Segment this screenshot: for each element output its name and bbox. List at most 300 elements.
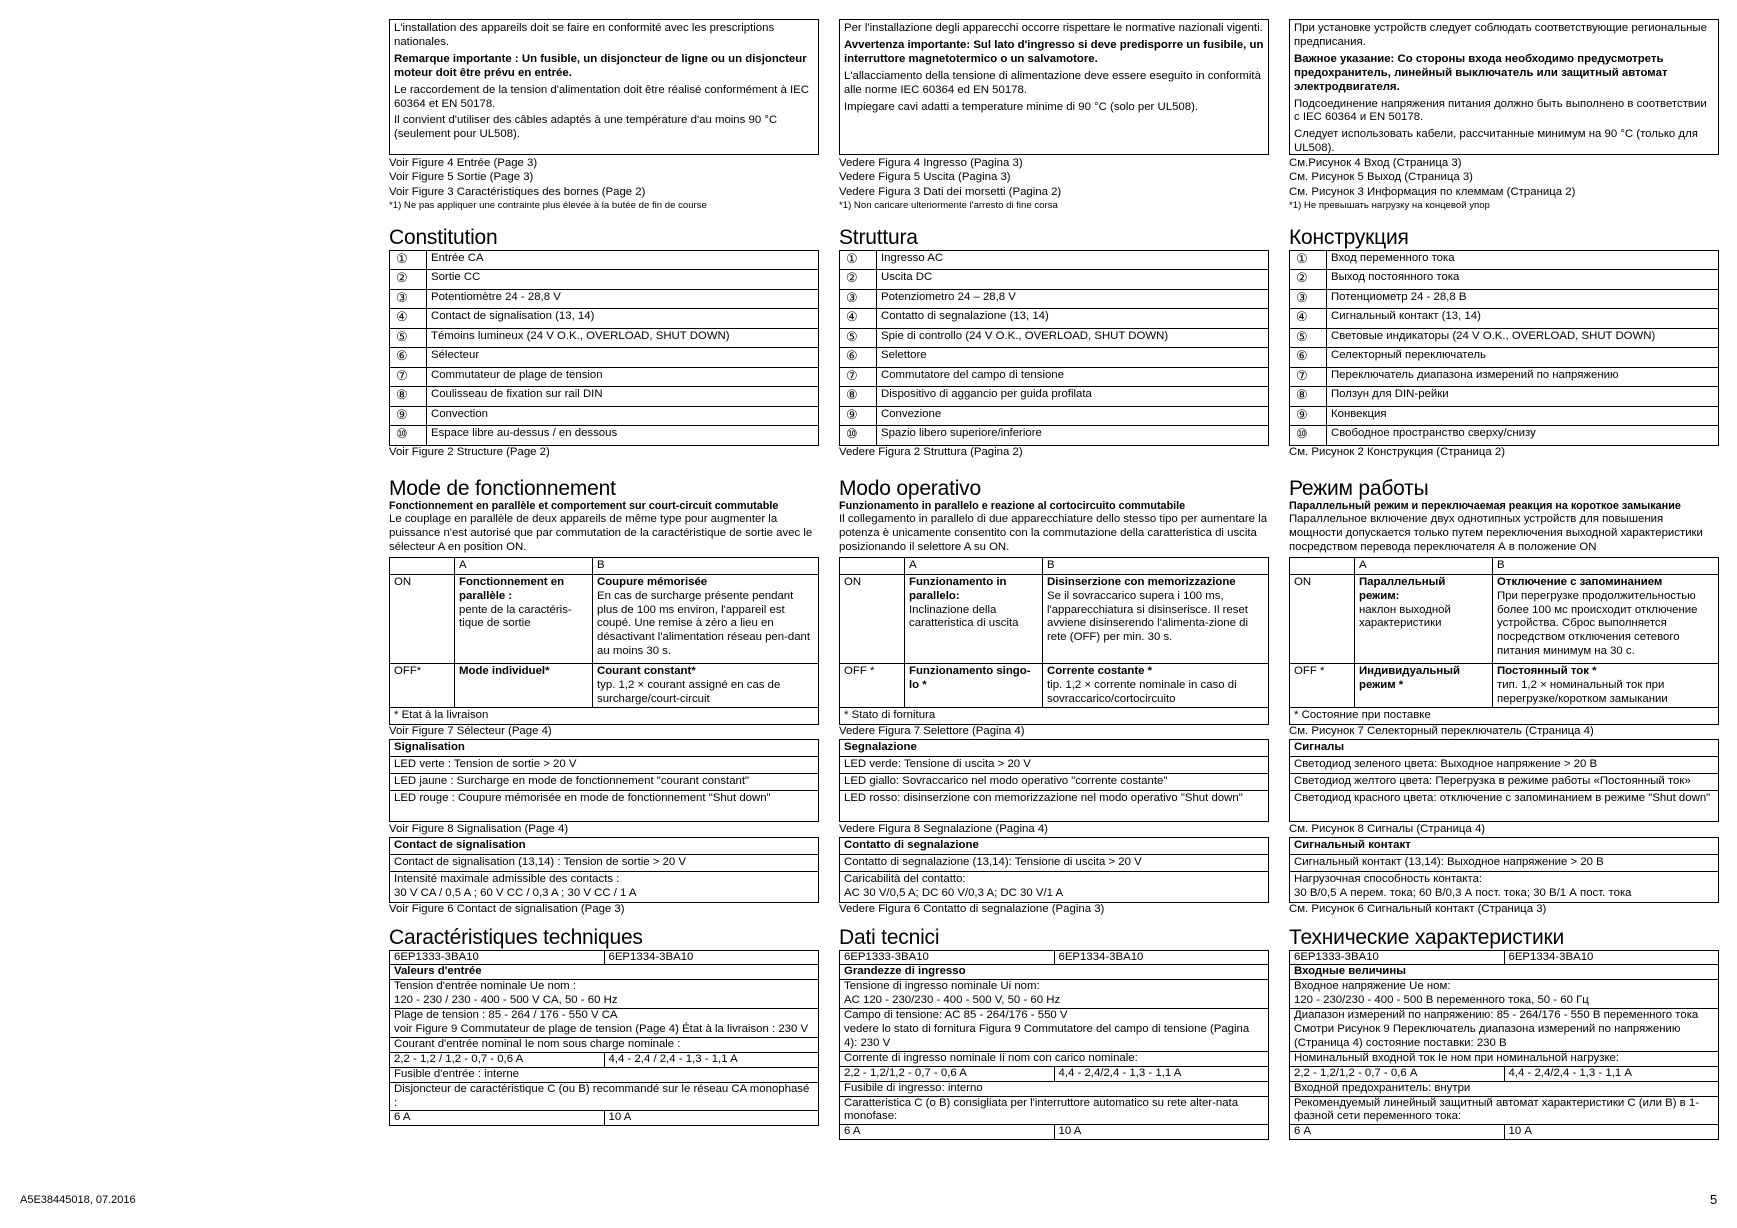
header-cell <box>840 557 905 574</box>
model-number: 6EP1334-3BA10 <box>604 950 819 965</box>
contact-rating-label: Нагрузочная способность контакта: <box>1294 872 1483 885</box>
structure-item: Вход переменного тока <box>1327 250 1719 270</box>
figure-reference: Vedere Figura 2 Struttura (Pagina 2) <box>839 445 1023 458</box>
structure-item: Uscita DC <box>877 270 1269 290</box>
nominal-voltage-value: AC 120 - 230/230 - 400 - 500 V, 50 - 60 Hz <box>844 994 1061 1007</box>
table-row <box>1290 790 1719 821</box>
column-1 <box>839 19 1269 1140</box>
table-row <box>390 708 819 725</box>
item-number-cell <box>1290 348 1327 368</box>
switch-position: OFF* <box>390 663 455 708</box>
mode-subtitle: Funzionamento in parallelo e reazione al cortocircuito commutabile <box>839 499 1186 512</box>
voltage-range-cell <box>390 1009 819 1038</box>
item-number-cell <box>390 250 427 270</box>
input-current-label: Номинальный входной ток Ie ном при номинальной нагрузке: <box>1290 1051 1719 1066</box>
table-row <box>840 309 1269 329</box>
structure-item: Сигнальный контакт (13, 14) <box>1327 309 1719 329</box>
table-row <box>390 950 819 965</box>
mode-a-title: Параллельный режим: <box>1359 575 1446 602</box>
structure-item: Convezione <box>877 406 1269 426</box>
table-row <box>840 1081 1269 1096</box>
header-cell: B <box>1493 557 1719 574</box>
table-row <box>1290 708 1719 725</box>
mode-subtitle: Параллельный режим и переключаемая реакция на короткое замыкание <box>1289 499 1681 512</box>
table-row <box>840 328 1269 348</box>
circled-number-icon: ④ <box>1296 309 1308 325</box>
breaker-value: 10 A <box>604 1111 819 1126</box>
signal-contact-table <box>1289 837 1719 903</box>
nominal-voltage-cell <box>840 980 1269 1009</box>
table-row <box>840 774 1269 791</box>
item-number-cell <box>840 406 877 426</box>
input-current-label: Courant d'entrée nominal Ie nom sous charge nominale : <box>390 1037 819 1052</box>
table-header-row <box>840 740 1269 757</box>
table-row <box>840 1125 1269 1140</box>
circled-number-icon: ⑥ <box>396 348 408 364</box>
figure-reference: См. Рисунок 6 Сигнальный контакт (Страница 3) <box>1289 902 1547 915</box>
signal-led-item: LED verde: Tensione di uscita > 20 V <box>840 757 1269 774</box>
mode-description: Il collegamento in parallelo di due apparecchiature dello stesso tipo per aumentare la potenza è unicamente consentito con la commutazione della caratteristica di uscita posizionando il selettore A su ON. <box>839 512 1268 553</box>
table-row <box>840 708 1269 725</box>
mode-a-title: Fonctionnement en parallèle : <box>459 575 565 602</box>
table-row <box>840 1066 1269 1081</box>
figure-reference: Vedere Figura 6 Contatto di segnalazione (Pagina 3) <box>839 902 1105 915</box>
header-cell: A <box>1355 557 1493 574</box>
input-current-value: 2,2 - 1,2 / 1,2 - 0,7 - 0,6 A <box>390 1052 605 1067</box>
table-row <box>1290 980 1719 1009</box>
circled-number-icon: ⑤ <box>1296 328 1308 344</box>
switch-position: ON <box>840 574 905 663</box>
table-row <box>1290 289 1719 309</box>
figure-reference: Voir Figure 5 Sortie (Page 3) <box>389 171 534 184</box>
contact-rating-cell <box>1290 871 1719 902</box>
circled-number-icon: ⑩ <box>846 426 858 442</box>
table-row <box>840 980 1269 1009</box>
table-row <box>1290 663 1719 708</box>
table-header-row <box>390 740 819 757</box>
input-fuse: Fusibile di ingresso: interno <box>840 1081 1269 1096</box>
table-row <box>1290 1051 1719 1066</box>
table-row <box>1290 328 1719 348</box>
circled-number-icon: ⑥ <box>846 348 858 364</box>
structure-item: Espace libre au-dessus / en dessous <box>427 426 819 446</box>
circled-number-icon: ⑤ <box>846 328 858 344</box>
input-current-value: 2,2 - 1,2/1,2 - 0,7 - 0,6 A <box>840 1066 1055 1081</box>
table-row <box>1290 309 1719 329</box>
circled-number-icon: ① <box>396 250 408 266</box>
mode-b-text: При перегрузке продолжительностью более 100 мс происходит отключение устройства. Сброс выполняется посредством отключения сетевого питания минимум на 30 с. <box>1497 589 1698 658</box>
figure-reference: *1) Ne pas appliquer une contrainte plus élevée à la butée de fin de course <box>389 200 707 212</box>
table-row <box>840 270 1269 290</box>
table-row <box>390 757 819 774</box>
figure-reference: Voir Figure 3 Caractéristiques des bornes (Page 2) <box>389 185 646 198</box>
voltage-range-note: voir Figure 9 Commutateur de plage de tension (Page 4) État à la livraison : 230 V <box>394 1023 809 1036</box>
circled-number-icon: ⑥ <box>1296 348 1308 364</box>
structure-item: Commutatore del campo di tensione <box>877 367 1269 387</box>
table-row <box>390 328 819 348</box>
section-title-structure: Конструкция <box>1289 225 1409 249</box>
figure-reference: См. Рисунок 7 Селекторный переключатель (Страница 4) <box>1289 725 1594 738</box>
breaker-recommendation: Disjoncteur de caractéristique C (ou B) recommandé sur le réseau CA monophasé : <box>390 1082 819 1111</box>
contact-text: Contatto di segnalazione (13,14): Tensione di uscita > 20 V <box>840 854 1269 871</box>
signal-title: Signalisation <box>390 740 819 757</box>
signal-led-item: LED rouge : Coupure mémorisée en mode de fonctionnement "Shut down" <box>390 790 819 821</box>
switch-position: ON <box>1290 574 1355 663</box>
input-current-value: 4,4 - 2,4 / 2,4 - 1,3 - 1,1 A <box>604 1052 819 1067</box>
nominal-voltage-label: Входное напряжение Ue ном: <box>1294 980 1451 993</box>
figure-reference: *1) Non caricare ulteriormente l'arresto di fine corsa <box>839 200 1058 212</box>
table-row <box>390 309 819 329</box>
header-cell: A <box>905 557 1043 574</box>
breaker-value: 10 А <box>1504 1125 1719 1140</box>
table-row <box>390 854 819 871</box>
mode-b-text: тип. 1,2 × номинальный ток при перегрузке/коротком замыкании <box>1497 678 1668 705</box>
mode-b-cell <box>1493 663 1719 708</box>
item-number-cell <box>390 426 427 446</box>
section-title-mode: Режим работы <box>1289 476 1429 500</box>
mode-a-title: Mode individuel* <box>459 664 550 677</box>
circled-number-icon: ⑩ <box>1296 426 1308 442</box>
figure-reference: Vedere Figura 5 Uscita (Pagina 3) <box>839 171 1011 184</box>
item-number-cell <box>390 289 427 309</box>
installation-note: При установке устройств следует соблюдать соответствующие региональные предписания. <box>1294 22 1707 48</box>
table-row <box>1290 426 1719 446</box>
signal-table <box>839 739 1269 822</box>
structure-item: Выход постоянного тока <box>1327 270 1719 290</box>
mode-a-text: наклон выходной характеристики <box>1359 603 1451 630</box>
input-current-value: 4,4 - 2,4/2,4 - 1,3 - 1,1 A <box>1054 1066 1269 1081</box>
signal-led-item: LED jaune : Surcharge en mode de fonctionnement "courant constant" <box>390 774 819 791</box>
signal-title: Сигналы <box>1290 740 1719 757</box>
delivery-state-note: * Etat à la livraison <box>390 708 819 725</box>
signal-led-item: LED giallo: Sovraccarico nel modo operativo "corrente costante" <box>840 774 1269 791</box>
installation-note: Важное указание: Со стороны входа необходимо предусмотреть предохранитель, линейный выключатель или защитный автомат электродвигателя. <box>1294 52 1668 93</box>
item-number-cell <box>390 387 427 407</box>
mode-b-title: Постоянный ток * <box>1497 664 1597 677</box>
nominal-voltage-label: Tensione di ingresso nominale Ui nom: <box>844 980 1040 993</box>
structure-item: Переключатель диапазона измерений по напряжению <box>1327 367 1719 387</box>
structure-item: Конвекция <box>1327 406 1719 426</box>
signal-led-item: LED rosso: disinserzione con memorizzazione nel modo operativo "Shut down" <box>840 790 1269 821</box>
item-number-cell <box>390 270 427 290</box>
structure-item: Селекторный переключатель <box>1327 348 1719 368</box>
mode-a-title: Индивидуальный режим * <box>1359 664 1461 691</box>
table-row <box>840 790 1269 821</box>
mode-b-cell <box>593 574 819 663</box>
mode-a-cell <box>905 663 1043 708</box>
figure-reference: См. Рисунок 5 Выход (Страница 3) <box>1289 171 1473 184</box>
mode-a-text: Inclinazione della caratteristica di uscita <box>909 603 1019 630</box>
contact-rating-values: AC 30 V/0,5 A; DC 60 V/0,3 A; DC 30 V/1 A <box>844 886 1064 899</box>
figure-reference: См. Рисунок 2 Конструкция (Страница 2) <box>1289 445 1505 458</box>
table-row <box>840 348 1269 368</box>
installation-note: Il convient d'utiliser des câbles adaptés à une température d'au moins 90 °C (seulement pour UL508). <box>394 114 778 141</box>
input-fuse: Входной предохранитель: внутри <box>1290 1081 1719 1096</box>
mode-b-title: Disinserzione con memorizzazione <box>1047 575 1236 588</box>
circled-number-icon: ⑧ <box>396 387 408 403</box>
mode-b-title: Отключение с запоминанием <box>1497 575 1663 588</box>
signal-contact-table <box>839 837 1269 903</box>
contact-title: Contatto di segnalazione <box>840 837 1269 854</box>
nominal-voltage-value: 120 - 230 / 230 - 400 - 500 V CA, 50 - 60 Hz <box>394 994 618 1007</box>
item-number-cell <box>390 406 427 426</box>
signal-led-item: LED verte : Tension de sortie > 20 V <box>390 757 819 774</box>
circled-number-icon: ③ <box>846 289 858 305</box>
signal-title: Segnalazione <box>840 740 1269 757</box>
circled-number-icon: ③ <box>1296 289 1308 305</box>
breaker-recommendation: Caratteristica C (o B) consigliata per l'interruttore automatico su rete alter-nata monofase: <box>840 1096 1269 1125</box>
figure-references <box>839 157 1269 215</box>
item-number-cell <box>1290 289 1327 309</box>
item-number-cell <box>840 270 877 290</box>
page-number: 5 <box>1710 1192 1718 1207</box>
installation-note: Le raccordement de la tension d'alimentation doit être réalisé conformément à IEC 60364 et EN 50178. <box>394 83 809 110</box>
structure-item: Sortie CC <box>427 270 819 290</box>
table-row <box>1290 965 1719 980</box>
structure-item: Spie di controllo (24 V O.K., OVERLOAD, SHUT DOWN) <box>877 328 1269 348</box>
structure-item: Spazio libero superiore/inferiore <box>877 426 1269 446</box>
table-row <box>840 1009 1269 1052</box>
header-cell <box>390 557 455 574</box>
figure-reference: Voir Figure 8 Signalisation (Page 4) <box>389 822 569 835</box>
table-row <box>1290 871 1719 902</box>
breaker-value: 6 A <box>390 1111 605 1126</box>
structure-item: Commutateur de plage de tension <box>427 367 819 387</box>
contact-rating-values: 30 В/0,5 А перем. тока; 60 В/0,3 А пост. тока; 30 В/1 А пост. тока <box>1294 886 1632 899</box>
structure-item: Témoins lumineux (24 V O.K., OVERLOAD, SHUT DOWN) <box>427 328 819 348</box>
table-row <box>390 1009 819 1038</box>
contact-title: Сигнальный контакт <box>1290 837 1719 854</box>
contact-text: Сигнальный контакт (13,14): Выходное напряжение > 20 В <box>1290 854 1719 871</box>
table-row <box>840 387 1269 407</box>
table-row <box>390 348 819 368</box>
table-row <box>390 1037 819 1052</box>
circled-number-icon: ⑧ <box>1296 387 1308 403</box>
table-header-row <box>1290 557 1719 574</box>
mode-a-cell <box>1355 663 1493 708</box>
table-row <box>840 965 1269 980</box>
installation-notes-box <box>389 19 819 155</box>
breaker-value: 6 A <box>840 1125 1055 1140</box>
table-row <box>840 854 1269 871</box>
item-number-cell <box>1290 387 1327 407</box>
circled-number-icon: ⑨ <box>846 406 858 422</box>
circled-number-icon: ② <box>846 270 858 286</box>
structure-item: Contact de signalisation (13, 14) <box>427 309 819 329</box>
technical-data-table <box>1289 950 1719 1141</box>
mode-b-cell <box>1043 574 1269 663</box>
table-row <box>840 574 1269 663</box>
input-values-title: Grandezze di ingresso <box>840 965 1269 980</box>
model-number: 6EP1334-3BA10 <box>1504 950 1719 965</box>
structure-item: Coulisseau de fixation sur rail DIN <box>427 387 819 407</box>
item-number-cell <box>1290 309 1327 329</box>
section-title-structure: Struttura <box>839 225 918 249</box>
figure-reference: Voir Figure 7 Sélecteur (Page 4) <box>389 725 552 738</box>
table-row <box>840 757 1269 774</box>
table-header-row <box>390 557 819 574</box>
document-id: A5E38445018, 07.2016 <box>20 1194 136 1206</box>
table-row <box>390 790 819 821</box>
item-number-cell <box>840 426 877 446</box>
figure-reference: Voir Figure 6 Contact de signalisation (Page 3) <box>389 902 625 915</box>
table-row <box>390 980 819 1009</box>
contact-rating-label: Caricabilità del contatto: <box>844 872 966 885</box>
item-number-cell <box>1290 406 1327 426</box>
figure-reference: См. Рисунок 3 Информация по клеммам (Страница 2) <box>1289 185 1576 198</box>
table-header-row <box>390 837 819 854</box>
circled-number-icon: ④ <box>846 309 858 325</box>
column-0 <box>389 19 819 1126</box>
table-row <box>840 950 1269 965</box>
table-row <box>1290 1066 1719 1081</box>
table-row <box>390 965 819 980</box>
table-row <box>390 1067 819 1082</box>
mode-a-cell <box>905 574 1043 663</box>
table-header-row <box>840 837 1269 854</box>
mode-b-text: Se il sovraccarico supera i 100 ms, l'apparecchiatura si disinserisce. Il reset avviene disinserendo l'alimenta-zione di rete (OFF) per min. 30 s. <box>1047 589 1248 644</box>
figure-reference: Vedere Figura 8 Segnalazione (Pagina 4) <box>839 822 1048 835</box>
item-number-cell <box>1290 250 1327 270</box>
delivery-state-note: * Stato di fornitura <box>840 708 1269 725</box>
item-number-cell <box>1290 426 1327 446</box>
signal-contact-table <box>389 837 819 903</box>
table-header-row <box>840 557 1269 574</box>
installation-note: Remarque importante : Un fusible, un disjoncteur de ligne ou un disjoncteur moteur doit être prévu en entrée. <box>394 52 807 79</box>
table-row <box>840 250 1269 270</box>
input-current-value: 2,2 - 1,2/1,2 - 0,7 - 0,6 А <box>1290 1066 1505 1081</box>
signal-led-item: Светодиод желтого цвета: Перегрузка в режиме работы «Постоянный ток» <box>1290 774 1719 791</box>
item-number-cell <box>840 387 877 407</box>
table-row <box>1290 1009 1719 1052</box>
circled-number-icon: ③ <box>396 289 408 305</box>
circled-number-icon: ⑤ <box>396 328 408 344</box>
structure-table <box>839 250 1269 446</box>
table-row <box>390 1052 819 1067</box>
table-row <box>1290 1096 1719 1125</box>
mode-b-text: tip. 1,2 × corrente nominale in caso di sovraccarico/cortocircuito <box>1047 678 1237 705</box>
mode-b-text: En cas de surcharge présente pendant plus de 100 ms environ, l'appareil est coupé. Une remise à zéro a lieu en désactivant l'alimentation réseau pen-dant au moins 30 s. <box>597 589 811 658</box>
signal-led-item: Светодиод красного цвета: отключение с запоминанием в режиме "Shut down" <box>1290 790 1719 821</box>
table-row <box>390 574 819 663</box>
switch-position: OFF * <box>840 663 905 708</box>
circled-number-icon: ② <box>1296 270 1308 286</box>
model-number: 6EP1333-3BA10 <box>840 950 1055 965</box>
table-row <box>1290 406 1719 426</box>
section-title-technical-data: Caractéristiques techniques <box>389 926 643 950</box>
circled-number-icon: ⑨ <box>396 406 408 422</box>
mode-subtitle: Fonctionnement en parallèle et comportement sur court-circuit commutable <box>389 499 779 512</box>
table-row <box>390 406 819 426</box>
table-header-row <box>1290 837 1719 854</box>
structure-item: Convection <box>427 406 819 426</box>
mode-a-cell <box>455 574 593 663</box>
item-number-cell <box>840 309 877 329</box>
table-row <box>390 871 819 902</box>
technical-data-table <box>389 950 819 1127</box>
mode-b-cell <box>593 663 819 708</box>
signal-table <box>389 739 819 822</box>
section-title-technical-data: Технические характеристики <box>1289 926 1565 950</box>
header-cell: B <box>1043 557 1269 574</box>
installation-note: Avvertenza importante: Sul lato d'ingresso si deve predisporre un fusibile, un interruttore magnetotermico o un salvamotore. <box>844 38 1264 65</box>
mode-table <box>1289 557 1719 726</box>
mode-description: Параллельное включение двух однотипных устройств для повышения мощности допускается только путем переключения выходной характеристики посредством перевода переключателя А в положение ON <box>1289 512 1703 553</box>
voltage-range-note: vedere lo stato di fornitura Figura 9 Commutatore del campo di tensione (Pagina 4): 230 V <box>844 1023 1250 1049</box>
table-row <box>390 367 819 387</box>
circled-number-icon: ⑨ <box>1296 406 1308 422</box>
structure-table <box>1289 250 1719 446</box>
model-number: 6EP1333-3BA10 <box>1290 950 1505 965</box>
item-number-cell <box>1290 328 1327 348</box>
circled-number-icon: ⑦ <box>846 367 858 383</box>
table-row <box>390 426 819 446</box>
nominal-voltage-value: 120 - 230/230 - 400 - 500 В переменного тока, 50 - 60 Гц <box>1294 994 1589 1007</box>
voltage-range-cell <box>840 1009 1269 1052</box>
structure-table <box>389 250 819 446</box>
mode-a-cell <box>1355 574 1493 663</box>
mode-b-text: typ. 1,2 × courant assigné en cas de surcharge/court-circuit <box>597 678 781 705</box>
nominal-voltage-label: Tension d'entrée nominale Ue nom : <box>394 980 576 993</box>
table-row <box>1290 250 1719 270</box>
figure-reference: Vedere Figura 4 Ingresso (Pagina 3) <box>839 157 1023 169</box>
item-number-cell <box>1290 367 1327 387</box>
circled-number-icon: ⑩ <box>396 426 408 442</box>
item-number-cell <box>840 348 877 368</box>
figure-references <box>389 157 819 215</box>
table-row <box>390 250 819 270</box>
signal-led-item: Светодиод зеленого цвета: Выходное напряжение > 20 В <box>1290 757 1719 774</box>
structure-item: Potentiomètre 24 - 28,8 V <box>427 289 819 309</box>
mode-description: Le couplage en parallèle de deux appareils de même type pour augmenter la puissance n'est autorisé que par commutation de la caractéristique de sortie avec le sélecteur A en position ON. <box>389 512 813 553</box>
figure-reference: *1) Не превышать нагрузку на концевой упор <box>1289 200 1490 212</box>
table-row <box>840 426 1269 446</box>
contact-rating-cell <box>840 871 1269 902</box>
circled-number-icon: ④ <box>396 309 408 325</box>
breaker-value: 10 A <box>1054 1125 1269 1140</box>
table-row <box>390 270 819 290</box>
voltage-range: Plage de tension : 85 - 264 / 176 - 550 V CA <box>394 1009 618 1022</box>
item-number-cell <box>1290 270 1327 290</box>
table-header-row <box>1290 740 1719 757</box>
mode-b-title: Courant constant* <box>597 664 696 677</box>
item-number-cell <box>390 309 427 329</box>
table-row <box>1290 348 1719 368</box>
structure-item: Dispositivo di aggancio per guida profilata <box>877 387 1269 407</box>
circled-number-icon: ① <box>1296 250 1308 266</box>
table-row <box>840 1051 1269 1066</box>
installation-notes-box <box>1289 19 1719 155</box>
installation-note: L'allacciamento della tensione di alimentazione deve essere eseguito in conformità alle norme IEC 60364 ed EN 50178. <box>844 69 1261 96</box>
structure-item: Contatto di segnalazione (13, 14) <box>877 309 1269 329</box>
item-number-cell <box>840 289 877 309</box>
technical-data-table <box>839 950 1269 1141</box>
input-values-title: Valeurs d'entrée <box>390 965 819 980</box>
header-cell: B <box>593 557 819 574</box>
breaker-value: 6 А <box>1290 1125 1505 1140</box>
section-title-mode: Mode de fonctionnement <box>389 476 616 500</box>
item-number-cell <box>390 348 427 368</box>
voltage-range-note: Смотри Рисунок 9 Переключатель диапазона измерений по напряжению (Страница 4) состояние поставки: 230 В <box>1294 1023 1681 1049</box>
installation-note: Подсоединение напряжения питания должно быть выполнено в соответствии с IEC 60364 и EN 50178. <box>1294 97 1707 124</box>
table-row <box>1290 950 1719 965</box>
nominal-voltage-cell <box>1290 980 1719 1009</box>
table-row <box>390 1082 819 1111</box>
item-number-cell <box>840 367 877 387</box>
installation-note: Impiegare cavi adatti a temperature minime di 90 °C (solo per UL508). <box>844 100 1199 113</box>
table-row <box>1290 774 1719 791</box>
structure-item: Ползун для DIN-рейки <box>1327 387 1719 407</box>
